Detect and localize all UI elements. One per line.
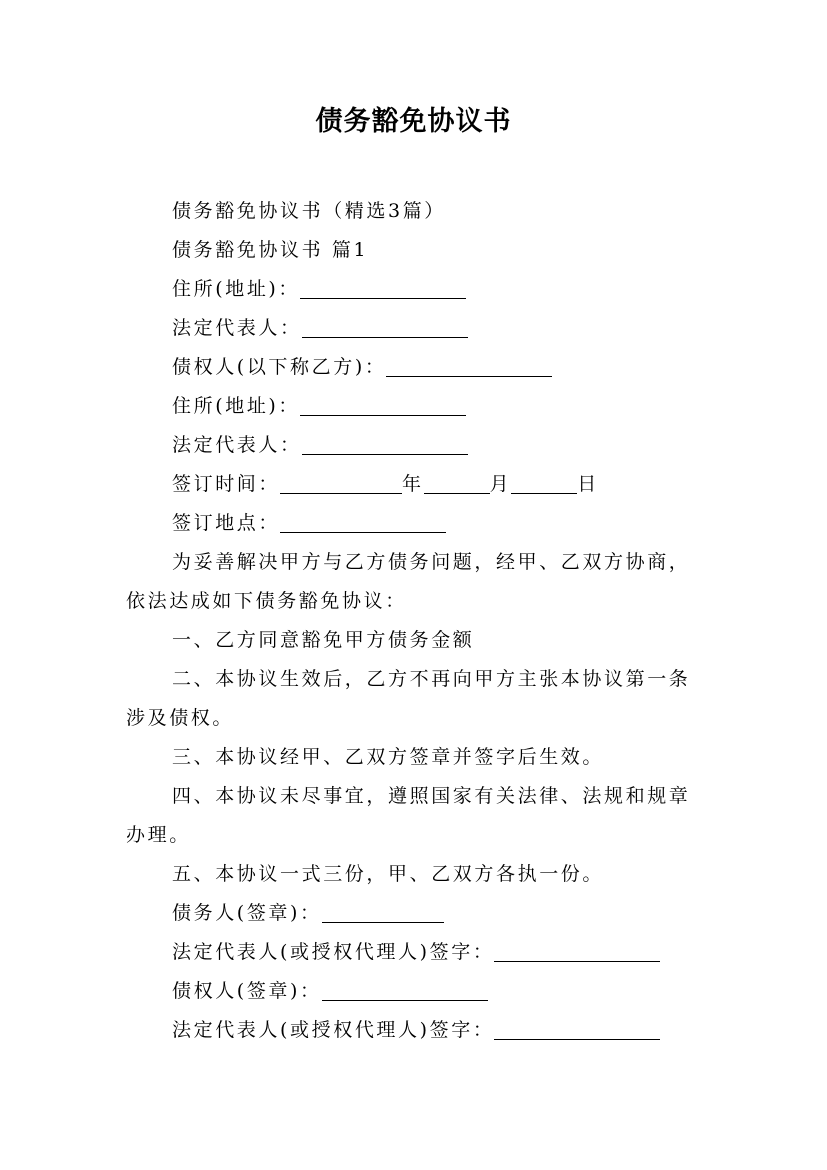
clause-5: 五、本协议一式三份，甲、乙双方各执一份。: [172, 863, 605, 885]
day-label: 日: [577, 473, 599, 495]
clause-1: 一、乙方同意豁免甲方债务金额: [172, 629, 475, 651]
clause-4-line2: 办理。: [126, 824, 191, 846]
sign-place-blank[interactable]: [280, 512, 446, 533]
debtor-sign-blank[interactable]: [322, 902, 444, 923]
debtor-rep-label: 法定代表人：: [172, 317, 302, 339]
debtor-address-label: 住所(地址)：: [172, 278, 301, 300]
creditor-sign-label: 债权人(签章)：: [172, 980, 322, 1002]
creditor-address-blank[interactable]: [300, 395, 466, 416]
debtor-sign-label: 债务人(签章)：: [172, 902, 322, 924]
intro-paragraph-line1: 为妥善解决甲方与乙方债务问题，经甲、乙双方协商，: [172, 551, 691, 573]
month-label: 月: [489, 473, 512, 495]
creditor-rep-label: 法定代表人：: [172, 434, 302, 456]
creditor-sign-row: [172, 978, 488, 1004]
creditor-address-row: [172, 393, 466, 419]
debtor-address-row: [172, 276, 466, 302]
year-label: 年: [402, 473, 424, 495]
sign-place-label: 签订地点：: [172, 512, 281, 534]
creditor-row: [172, 354, 552, 380]
sign-place-row: [172, 510, 446, 536]
creditor-rep-sign-row: [172, 1017, 660, 1043]
debtor-rep-sign-label: 法定代表人(或授权代理人)签字：: [172, 941, 495, 963]
sign-time-label: 签订时间：: [172, 473, 281, 495]
clause-4-line1: 四、本协议未尽事宜，遵照国家有关法律、法规和规章: [172, 785, 691, 807]
debtor-rep-row: [172, 315, 468, 341]
debtor-rep-sign-blank[interactable]: [494, 941, 660, 962]
document-subtitle: 债务豁免协议书（精选3篇）: [172, 200, 446, 222]
intro-paragraph-line2: 依法达成如下债务豁免协议：: [126, 590, 407, 612]
creditor-sign-blank[interactable]: [322, 980, 488, 1001]
clause-2-line2: 涉及债权。: [126, 707, 235, 729]
debtor-rep-sign-row: [172, 939, 660, 965]
sign-year-blank[interactable]: [280, 473, 402, 494]
clause-3: 三、本协议经甲、乙双方签章并签字后生效。: [172, 746, 605, 768]
creditor-rep-row: [172, 432, 468, 458]
debtor-address-blank[interactable]: [300, 278, 466, 299]
sign-time-row: [172, 471, 599, 497]
section-heading: 债务豁免协议书 篇1: [172, 239, 369, 261]
sign-day-blank[interactable]: [511, 473, 577, 494]
clause-2-line1: 二、本协议生效后，乙方不再向甲方主张本协议第一条: [172, 668, 691, 690]
creditor-rep-sign-label: 法定代表人(或授权代理人)签字：: [172, 1019, 495, 1041]
creditor-rep-blank[interactable]: [302, 434, 468, 455]
creditor-label: 债权人(以下称乙方)：: [172, 356, 387, 378]
document-title: 债务豁免协议书: [315, 106, 512, 137]
debtor-sign-row: [172, 900, 444, 926]
creditor-blank[interactable]: [386, 356, 552, 377]
sign-month-blank[interactable]: [424, 473, 490, 494]
debtor-rep-blank[interactable]: [302, 317, 468, 338]
creditor-address-label: 住所(地址)：: [172, 395, 301, 417]
creditor-rep-sign-blank[interactable]: [494, 1019, 660, 1040]
